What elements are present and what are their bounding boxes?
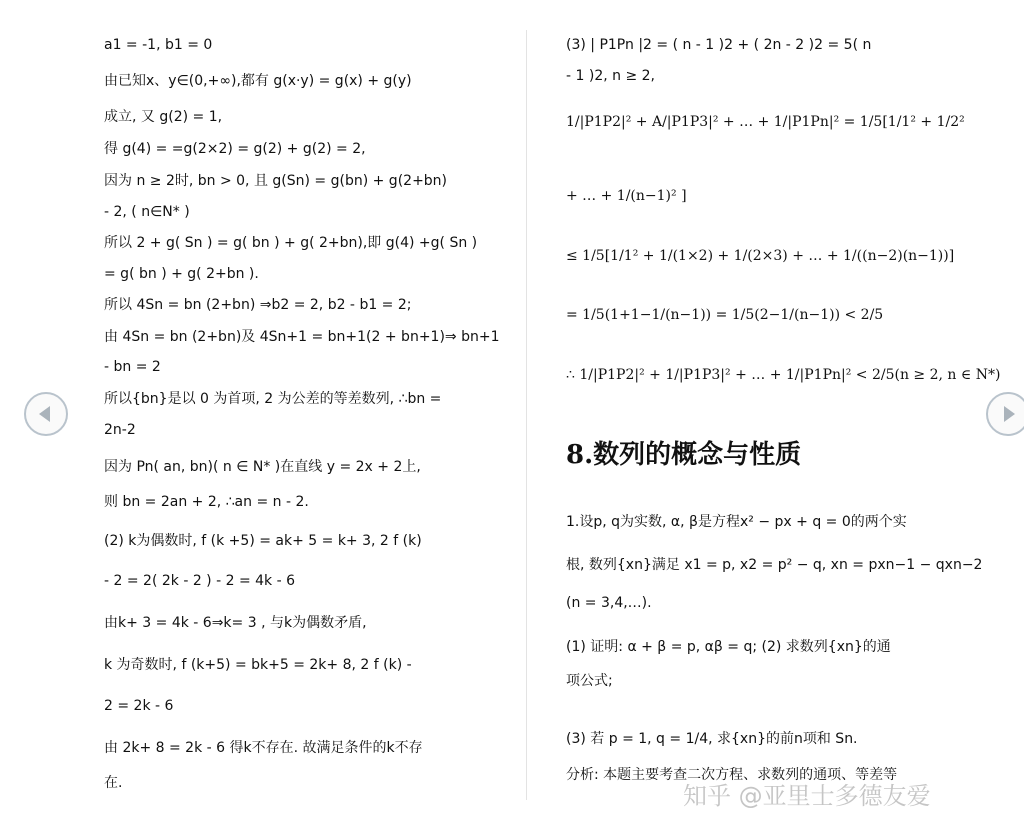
right-page-column (566, 0, 1001, 834)
text-line: 分析: 本题主要考查二次方程、求数列的通项、等差等 (566, 767, 898, 783)
watermark: 知乎 @亚里士多德友爱 (683, 782, 931, 810)
text-line: 2n-2 (104, 422, 136, 438)
text-line: 因为 Pn( an, bn)( n ∈ N* )在直线 y = 2x + 2上, (104, 459, 421, 475)
text-line: (1) 证明: α + β = p, αβ = q; (2) 求数列{xn}的通 (566, 639, 891, 655)
text-line: 1.设p, q为实数, α, β是方程x² − px + q = 0的两个实 (566, 514, 907, 530)
text-line: 所以{bn}是以 0 为首项, 2 为公差的等差数列, ∴bn = (104, 391, 442, 407)
text-line: 项公式; (566, 673, 613, 689)
text-line: 根, 数列{xn}满足 x1 = p, x2 = p² − q, xn = pxn−1 − qxn−2 (566, 557, 983, 573)
text-line: (2) k为偶数时, f (k +5) = ak+ 5 = k+ 3, 2 f (k) (104, 533, 422, 549)
column-divider (526, 30, 527, 800)
text-line: a1 = -1, b1 = 0 (104, 37, 213, 53)
text-line: = g( bn ) + g( 2+bn ). (104, 266, 259, 282)
text-line: - 2, ( n∈N* ) (104, 204, 190, 220)
text-line: - 2 = 2( 2k - 2 ) - 2 = 4k - 6 (104, 573, 296, 589)
text-line: 2 = 2k - 6 (104, 698, 174, 714)
text-line: 由k+ 3 = 4k - 6⇒k= 3 , 与k为偶数矛盾, (104, 615, 367, 631)
text-line: 由 4Sn = bn (2+bn)及 4Sn+1 = bn+1(2 + bn+1)⇒ bn+1 (104, 329, 500, 345)
text-line: 得 g(4) = =g(2×2) = g(2) + g(2) = 2, (104, 141, 366, 157)
left-page-column (104, 0, 504, 834)
text-line: 成立, 又 g(2) = 1, (104, 109, 223, 125)
text-line: 因为 n ≥ 2时, bn > 0, 且 g(Sn) = g(bn) + g(2+bn) (104, 173, 448, 189)
next-page-button[interactable] (986, 392, 1024, 436)
text-line: 所以 4Sn = bn (2+bn) ⇒b2 = 2, b2 - b1 = 2; (104, 297, 412, 313)
equation-line: ≤ 1/5[1/1² + 1/(1×2) + 1/(2×3) + … + 1/((n−2)(n−1))] (566, 248, 955, 264)
text-line: (3) 若 p = 1, q = 1/4, 求{xn}的前n项和 Sn. (566, 731, 858, 747)
section-heading: 8.数列的概念与性质 (566, 440, 802, 470)
text-line: 所以 2 + g( Sn ) = g( bn ) + g( 2+bn),即 g(4) +g( Sn ) (104, 235, 478, 251)
equation-line: = 1/5(1+1−1/(n−1)) = 1/5(2−1/(n−1)) < 2/5 (566, 307, 884, 323)
previous-page-button[interactable] (24, 392, 68, 436)
text-line: (3) | P1Pn |2 = ( n - 1 )2 + ( 2n - 2 )2 = 5( n (566, 37, 872, 53)
equation-line: ∴ 1/|P1P2|² + 1/|P1P3|² + … + 1/|P1Pn|² < 2/5(n ≥ 2, n ∈ N*) (566, 367, 1001, 383)
triangle-left-icon (26, 394, 66, 434)
text-line: - 1 )2, n ≥ 2, (566, 68, 655, 84)
text-line: 则 bn = 2an + 2, ∴an = n - 2. (104, 494, 309, 510)
text-line: (n = 3,4,…). (566, 595, 652, 611)
text-line: 在. (104, 775, 123, 791)
text-line: 由已知x、y∈(0,+∞),都有 g(x·y) = g(x) + g(y) (104, 73, 412, 89)
equation-line: + … + 1/(n−1)² ] (566, 188, 687, 204)
text-line: 由 2k+ 8 = 2k - 6 得k不存在. 故满足条件的k不存 (104, 740, 423, 756)
text-line: k 为奇数时, f (k+5) = bk+5 = 2k+ 8, 2 f (k) - (104, 657, 412, 673)
text-line: - bn = 2 (104, 359, 161, 375)
equation-line: 1/|P1P2|² + A/|P1P3|² + … + 1/|P1Pn|² = 1/5[1/1² + 1/2² (566, 114, 965, 130)
triangle-right-icon (988, 394, 1024, 434)
